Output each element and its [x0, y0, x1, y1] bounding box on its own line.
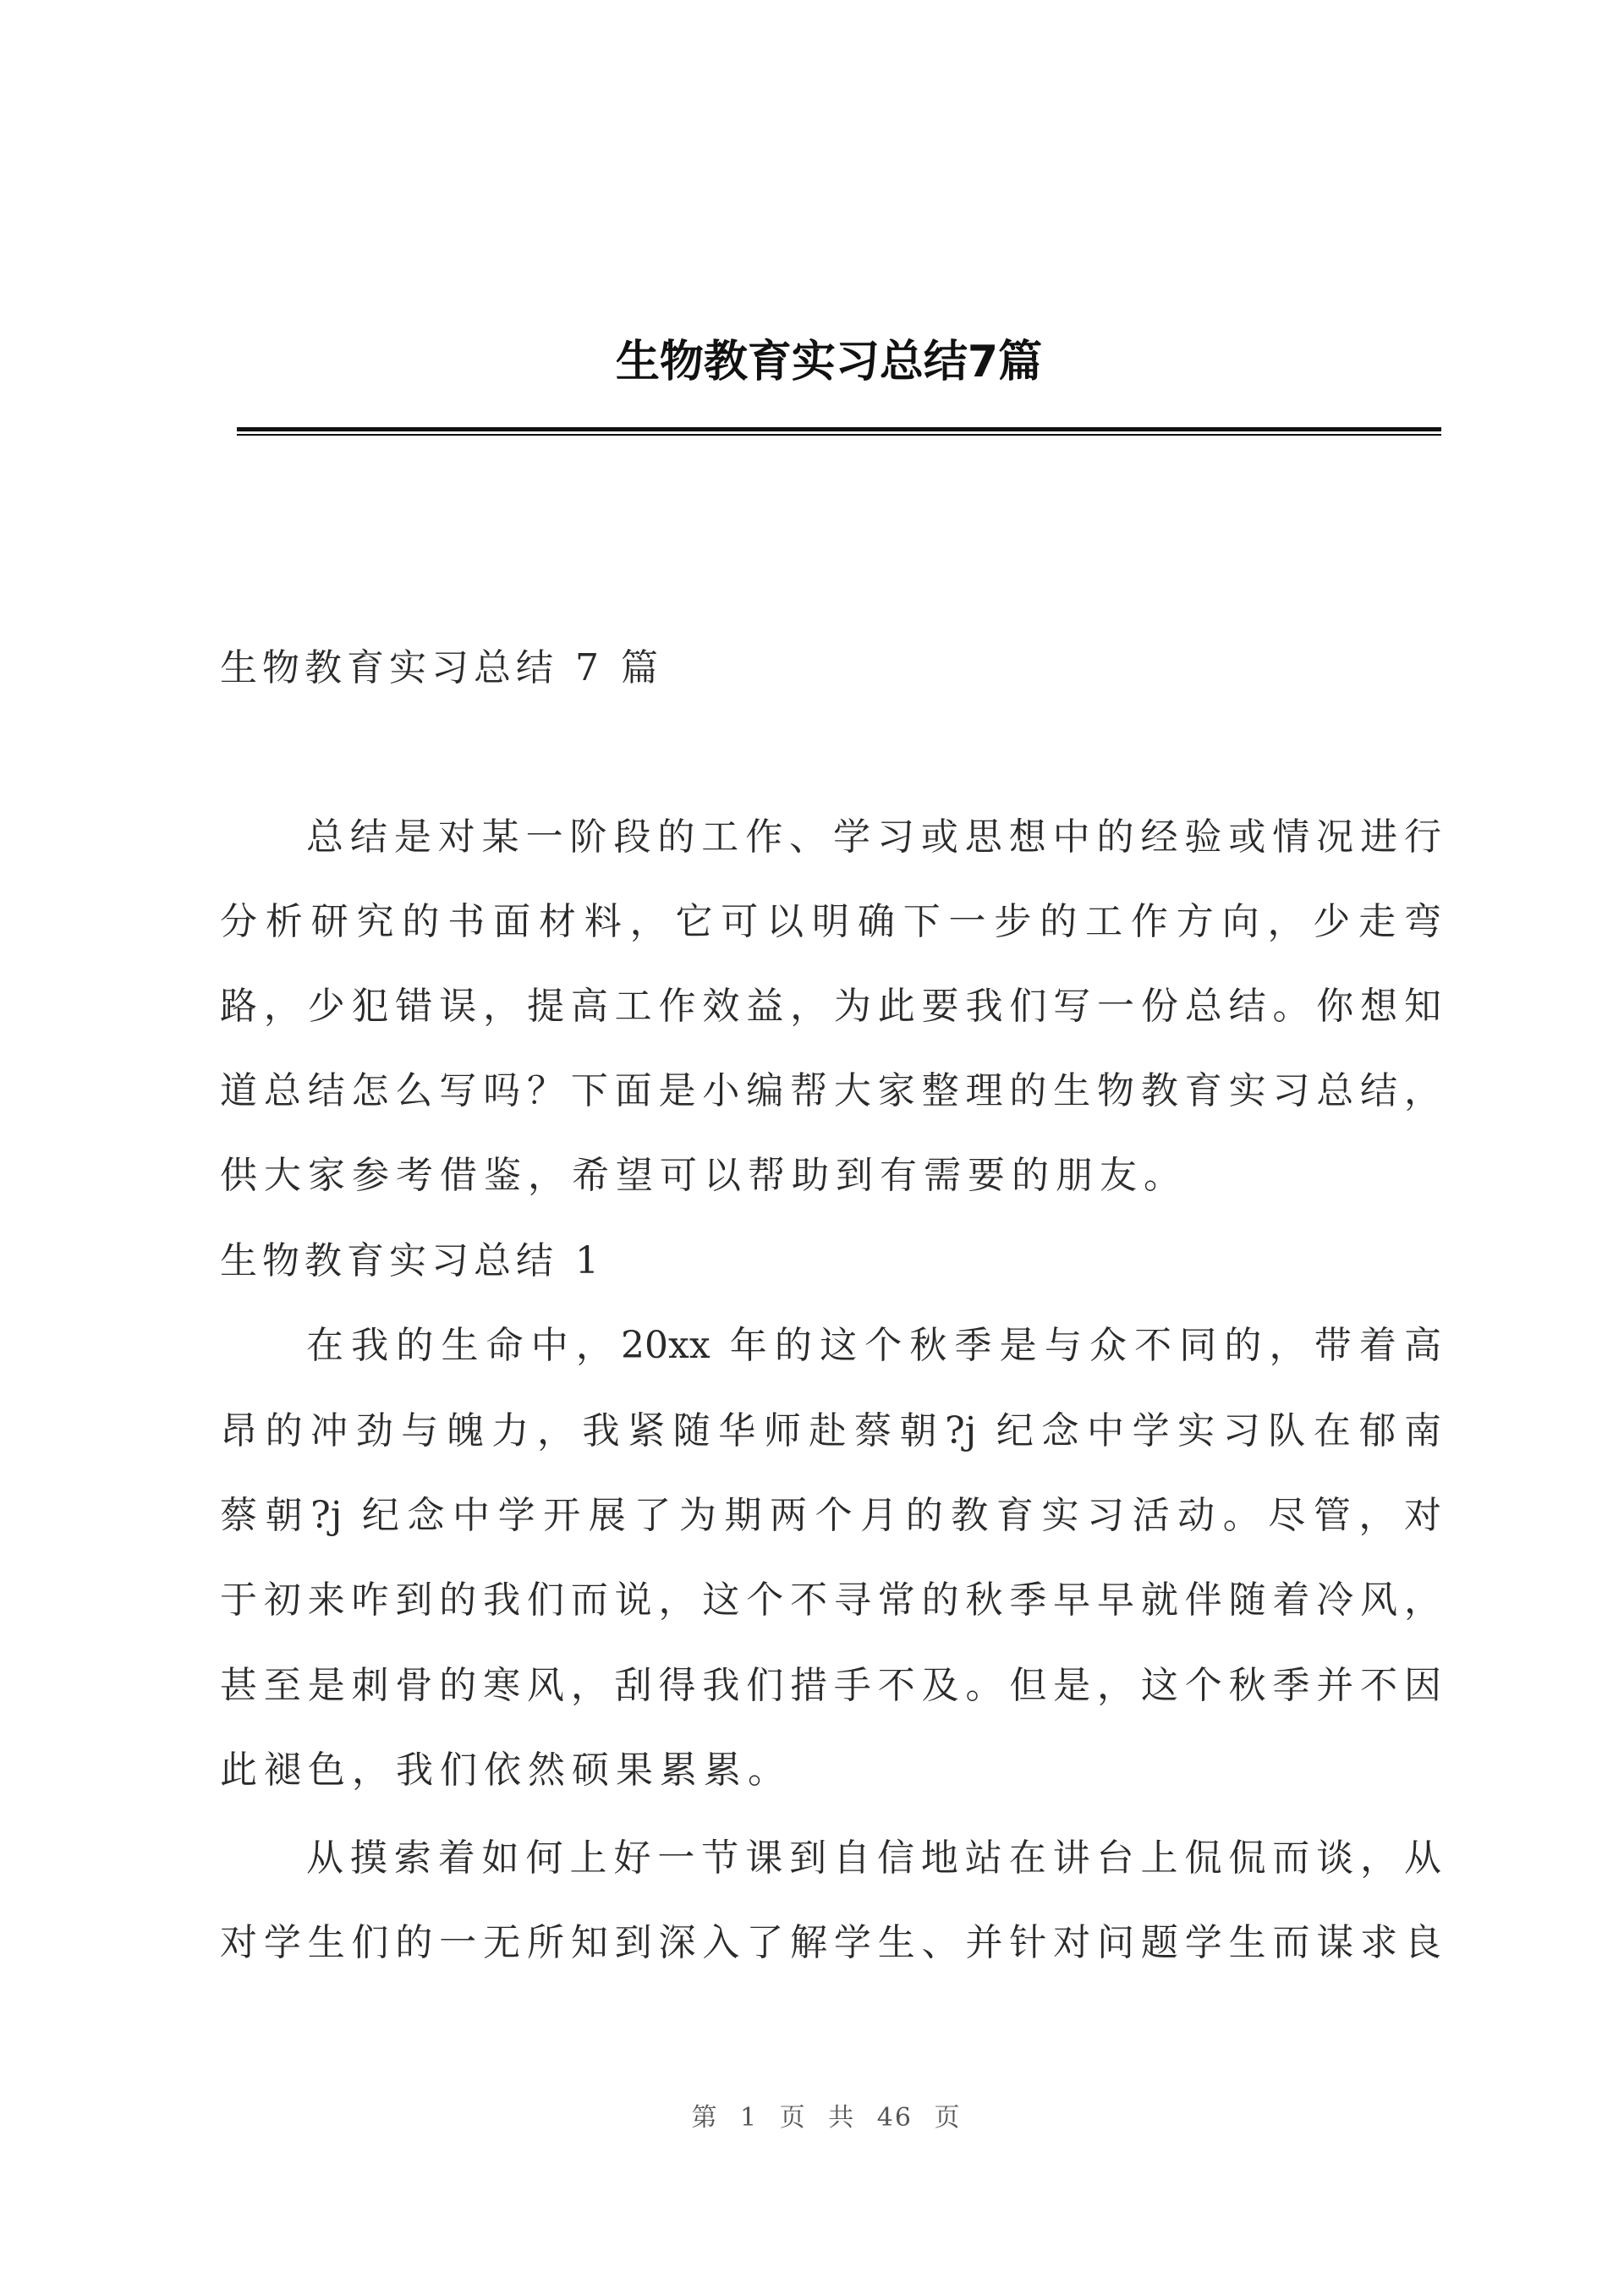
page-number-footer: 第 1 页 共 46 页	[691, 2103, 962, 2133]
paragraph-line: 此褪色，我们依然硕果累累。	[220, 1749, 792, 1792]
paragraph-line: 蔡朝?j 纪念中学开展了为期两个月的教育实习活动。尽管，对	[220, 1494, 1441, 1537]
paragraph-line: 对学生们的一无所知到深入了解学生、并针对问题学生而谋求良	[220, 1921, 1441, 1964]
document-subtitle: 生物教育实习总结 7 篇	[220, 646, 663, 689]
paragraph-line: 在我的生命中，20xx 年的这个秋季是与众不同的，带着高	[306, 1324, 1441, 1367]
paragraph-line: 昂的冲劲与魄力，我紧随华师赴蔡朝?j 纪念中学实习队在郁南	[220, 1409, 1441, 1452]
divider-thick-line	[237, 427, 1441, 431]
intro-line: 路，少犯错误，提高工作效益，为此要我们写一份总结。你想知	[220, 985, 1441, 1028]
paragraph-line: 从摸索着如何上好一节课到自信地站在讲台上侃侃而谈，从	[306, 1837, 1441, 1880]
intro-line: 供大家参考借鉴，希望可以帮助到有需要的朋友。	[220, 1154, 1188, 1197]
intro-line: 总结是对某一阶段的工作、学习或思想中的经验或情况进行	[306, 815, 1441, 859]
divider-thin-line	[237, 434, 1441, 436]
section-heading: 生物教育实习总结 1	[220, 1239, 604, 1282]
title-divider	[237, 427, 1441, 436]
paragraph-line: 于初来咋到的我们而说，这个不寻常的秋季早早就伴随着冷风，	[220, 1578, 1441, 1622]
intro-line: 道总结怎么写吗？下面是小编帮大家整理的生物教育实习总结，	[220, 1069, 1441, 1112]
intro-line: 分析研究的书面材料，它可以明确下一步的工作方向，少走弯	[220, 900, 1441, 943]
paragraph-line: 甚至是刺骨的寒风，刮得我们措手不及。但是，这个秋季并不因	[220, 1664, 1441, 1707]
document-title: 生物教育实习总结7篇	[615, 337, 1043, 387]
